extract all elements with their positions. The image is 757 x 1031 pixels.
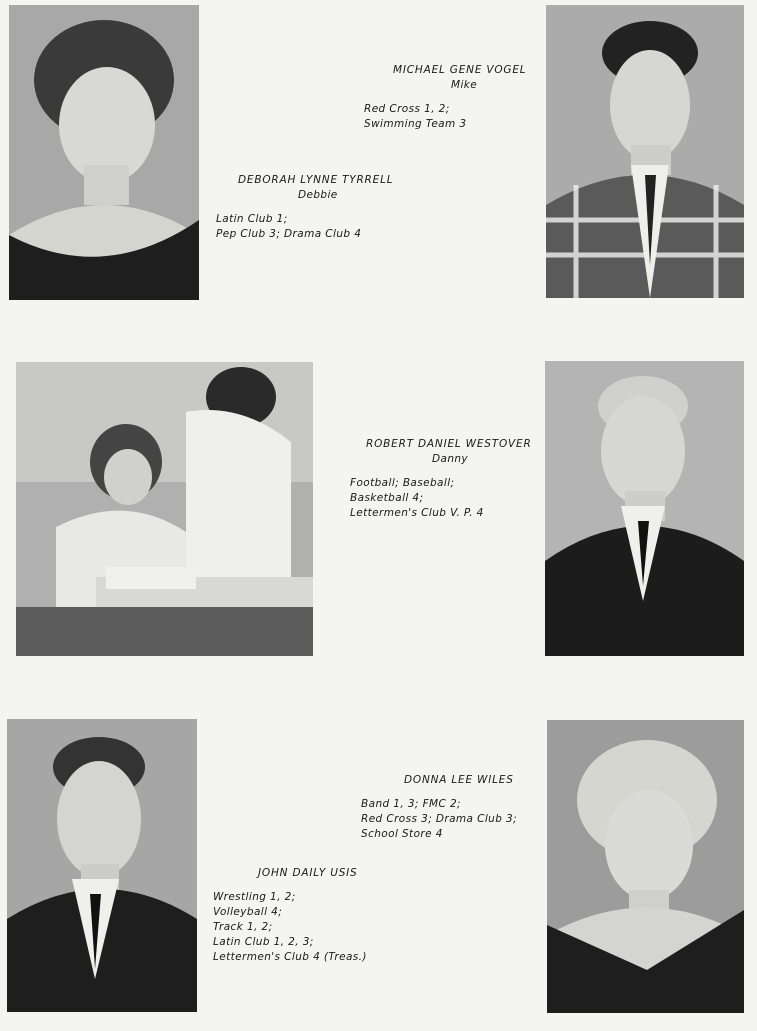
- student-name: DONNA LEE WILES: [404, 774, 514, 786]
- student-nickname: Debbie: [298, 189, 338, 201]
- student-nickname: Danny: [432, 453, 469, 465]
- activity-line: Pep Club 3; Drama Club 4: [216, 228, 362, 240]
- activity-line: Swimming Team 3: [364, 118, 467, 130]
- activity-line: Red Cross 1, 2;: [364, 103, 450, 115]
- student-name: DEBORAH LYNNE TYRRELL: [238, 174, 394, 186]
- portrait-photo-donna-wiles: [547, 720, 744, 1013]
- activity-line: Lettermen's Club V. P. 4: [350, 507, 484, 519]
- activity-line: Lettermen's Club 4 (Treas.): [213, 951, 367, 963]
- portrait-photo-michael-vogel: [546, 5, 744, 298]
- activity-line: Red Cross 3; Drama Club 3;: [361, 813, 518, 825]
- activity-line: Basketball 4;: [350, 492, 424, 504]
- entry-john-usis: [213, 866, 367, 965]
- entry-robert-westover: [350, 437, 532, 521]
- activity-line: Wrestling 1, 2;: [213, 891, 296, 903]
- activity-line: Latin Club 1, 2, 3;: [213, 936, 314, 948]
- student-name: ROBERT DANIEL WESTOVER: [366, 438, 532, 450]
- entry-michael-vogel: [364, 63, 526, 132]
- portrait-photo-deborah-tyrrell: [9, 5, 199, 300]
- entry-deborah-tyrrell: [216, 173, 393, 242]
- activity-line: Band 1, 3; FMC 2;: [361, 798, 461, 810]
- portrait-photo-john-usis: [7, 719, 197, 1012]
- activity-line: Football; Baseball;: [350, 477, 455, 489]
- student-name: MICHAEL GENE VOGEL: [393, 64, 527, 76]
- activity-line: Latin Club 1;: [216, 213, 288, 225]
- student-nickname: Mike: [451, 79, 478, 91]
- entry-donna-wiles: [361, 773, 517, 842]
- activity-line: School Store 4: [361, 828, 443, 840]
- portrait-photo-robert-westover: [545, 361, 744, 656]
- activity-line: Volleyball 4;: [213, 906, 283, 918]
- activity-line: Track 1, 2;: [213, 921, 273, 933]
- student-name: JOHN DAILY USIS: [258, 867, 358, 879]
- candid-photo-cafeteria: [16, 362, 313, 656]
